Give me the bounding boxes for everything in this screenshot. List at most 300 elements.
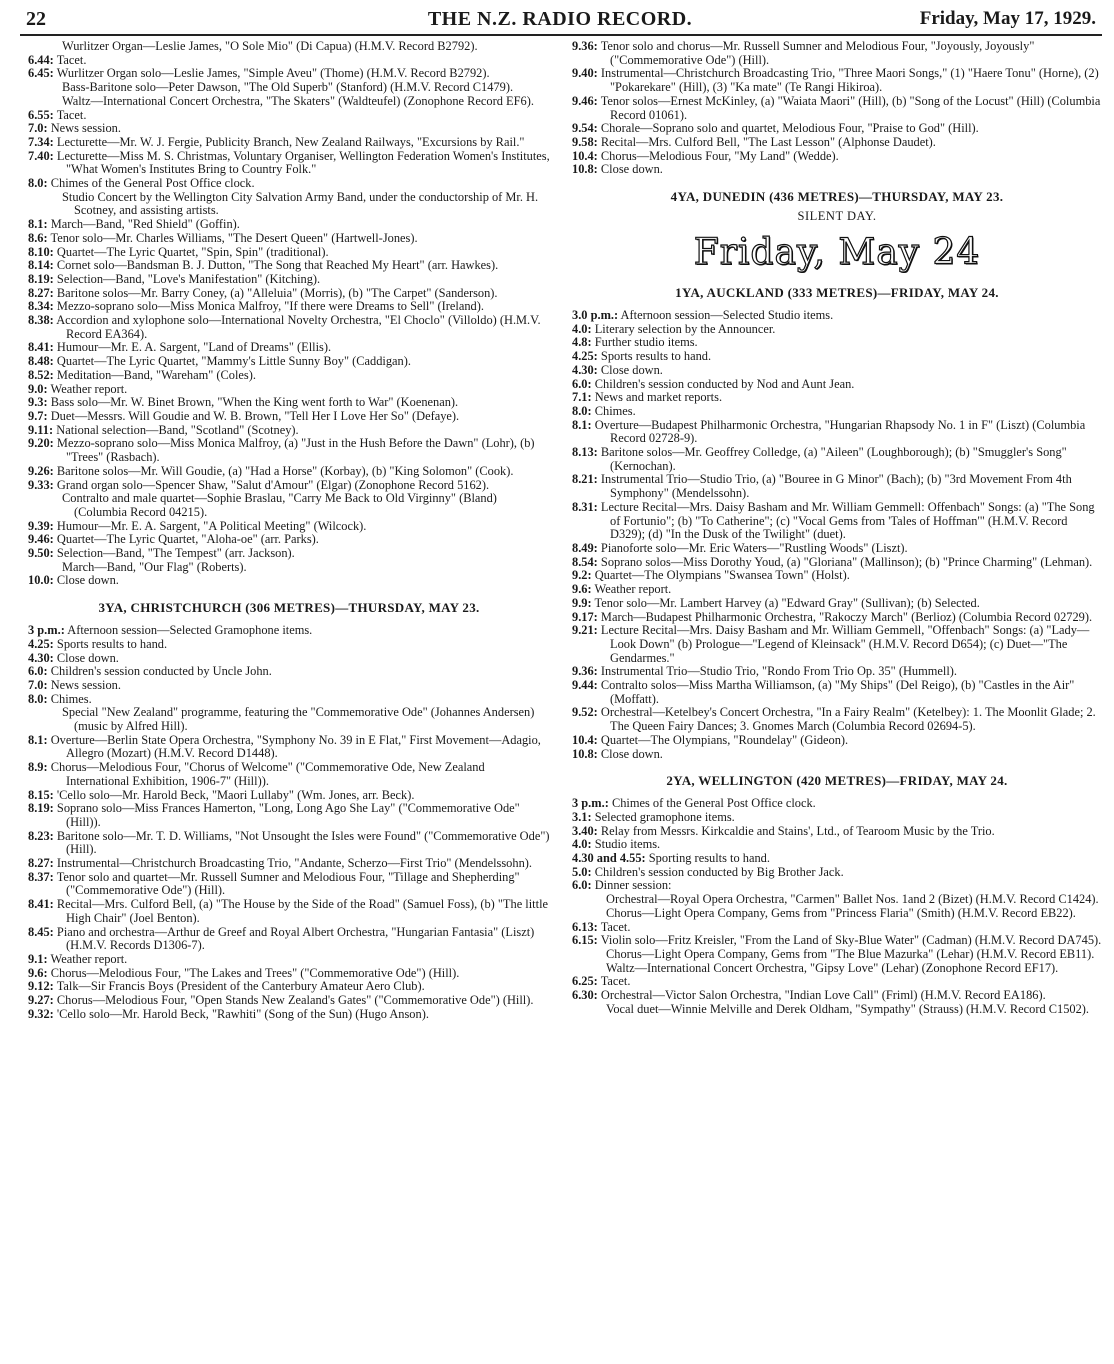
programme-entry: [572, 336, 1102, 350]
programme-entry: [28, 341, 550, 355]
programme-entry: [28, 665, 550, 679]
entry-time: 9.33:: [28, 477, 54, 492]
entry-time: 4.25:: [28, 636, 54, 651]
entry-text: Selection—Band, "Love's Manifestation" (Kitching).: [56, 271, 321, 286]
programme-entry: [572, 811, 1102, 825]
entry-time: 9.6:: [572, 582, 592, 597]
entry-time: 8.41:: [28, 897, 54, 912]
programme-entry: [28, 652, 550, 666]
entry-text: Children's session conducted by Big Brother Jack.: [594, 864, 844, 879]
entry-time: 8.13:: [572, 445, 598, 460]
left-column: [28, 40, 550, 1364]
entry-time: 9.32:: [28, 1006, 54, 1021]
programme-entry: [28, 561, 550, 575]
programme-entry: [572, 893, 1102, 907]
programme-entry: [572, 679, 1102, 706]
entry-text: Tacet.: [56, 107, 87, 122]
entry-text: Quartet—The Lyric Quartet, "Spin, Spin" (traditional).: [56, 244, 329, 259]
programme-entry: [572, 934, 1102, 948]
programme-entry: [28, 95, 550, 109]
programme-entry: [28, 1008, 550, 1022]
programme-entry: [572, 975, 1102, 989]
entry-text: Afternoon session—Selected Studio items.: [620, 308, 834, 323]
entry-text: Sporting results to hand.: [648, 851, 770, 866]
entry-time: 8.0:: [28, 176, 48, 191]
programme-entry: [572, 419, 1102, 446]
entry-time: 6.55:: [28, 107, 54, 122]
programme-entry: [572, 825, 1102, 839]
entry-time: 8.37:: [28, 869, 54, 884]
entry-text: Baritone solo—Mr. T. D. Williams, "Not Unsought the Isles were Found" ("Commemorative Ode") (Hill).: [56, 828, 550, 857]
entry-text: Wurlitzer Organ solo—Leslie James, "Simple Aveu" (Thome) (H.M.V. Record B2792).: [56, 66, 490, 81]
right-top-entry-list: [572, 40, 1102, 177]
entry-time: 9.27:: [28, 993, 54, 1008]
section-heading-4ya-thursday: 4YA, DUNEDIN (436 METRES)—THURSDAY, MAY 23.: [670, 189, 1004, 205]
entry-text: Instrumental Trio—Studio Trio, (a) "Bouree in G Minor" (Bach); (b) "3rd Movement From 4th Symphony" (Mendelssohn).: [600, 472, 1072, 501]
programme-entry: [572, 962, 1102, 976]
entry-text: Humour—Mr. E. A. Sargent, "Land of Dreams" (Ellis).: [56, 340, 332, 355]
entry-time: 8.14:: [28, 258, 54, 273]
entry-time: 3 p.m.:: [28, 623, 65, 638]
entry-time: 9.6:: [28, 965, 48, 980]
entry-time: 8.41:: [28, 340, 54, 355]
entry-time: 8.1:: [28, 732, 48, 747]
programme-entry: [572, 706, 1102, 733]
entry-text: Accordion and xylophone solo—International Novelty Orchestra, "El Choclo" (Villoldo) (H.M.V. Record EA364).: [56, 313, 541, 341]
programme-entry: [28, 273, 550, 287]
entry-text: Lecture Recital—Mrs. Daisy Basham and Mr. William Gemmell: Offenbach" Songs: (a) "The Song of Fortunio"; (b) "To Catherine"; (c) "Vocal Gems from 'Tales of Hoffman'" (H.M.V. Record D329); (d) "In the Dusk of the Twilight" (duet).: [600, 499, 1095, 542]
entry-time: 9.46:: [28, 532, 54, 547]
programme-entry: [28, 150, 550, 177]
programme-entry: [572, 323, 1102, 337]
programme-entry: [28, 547, 550, 561]
entry-time: 9.11:: [28, 422, 54, 437]
entry-list-3ya-thursday: [28, 624, 550, 1021]
programme-entry: [28, 574, 550, 588]
entry-time: 7.0:: [28, 121, 48, 136]
programme-entry: [28, 926, 550, 953]
entry-time: 10.0:: [28, 573, 54, 588]
section-heading-3ya-thursday: 3YA, CHRISTCHURCH (306 METRES)—THURSDAY, MAY 23.: [98, 600, 480, 616]
entry-time: 4.8:: [572, 335, 592, 350]
entry-time: 9.21:: [572, 623, 598, 638]
programme-entry: [572, 852, 1102, 866]
programme-entry: [28, 232, 550, 246]
programme-entry: [572, 838, 1102, 852]
entry-time: 3 p.m.:: [572, 796, 609, 811]
programme-entry: [28, 693, 550, 707]
programme-entry: [572, 309, 1102, 323]
entry-text: Bass-Baritone solo—Peter Dawson, "The Old Superb" (Stanford) (H.M.V. Record C1479).: [62, 80, 514, 95]
entry-text: Close down.: [600, 362, 663, 377]
entry-time: 9.12:: [28, 979, 54, 994]
entry-text: Lecturette—Mr. W. J. Fergie, Publicity Branch, New Zealand Railways, "Excursions by Rail.": [56, 134, 525, 149]
entry-text: Cornet solo—Bandsman B. J. Dutton, "The Song that Reached My Heart" (arr. Hawkes).: [56, 258, 499, 273]
entry-text: Chimes.: [594, 403, 636, 418]
programme-entry: [572, 611, 1102, 625]
entry-text: Quartet—The Olympians "Swansea Town" (Holst).: [594, 568, 850, 583]
programme-entry: [572, 556, 1102, 570]
entry-time: 8.0:: [572, 403, 592, 418]
entry-text: Chimes of the General Post Office clock.: [50, 176, 255, 191]
entry-text: Wurlitzer Organ—Leslie James, "O Sole Mio" (Di Capua) (H.M.V. Record B2792).: [62, 40, 478, 53]
programme-entry: [28, 259, 550, 273]
entry-text: Lecture Recital—Mrs. Daisy Basham and Mr. William Gemmell, "Offenbach" Songs: (a) "Lady—Look Down" (b) Prologue—"Legend of Kleinsack" (H.M.V. Record D654); (c) Duet—"The Gendarmes.": [600, 623, 1090, 665]
entry-text: Baritone solos—Mr. Geoffrey Colledge, (a) "Aileen" (Loughborough); (b) "Smuggler's Song" (Kernochan).: [600, 445, 1067, 473]
entry-time: 10.4:: [572, 148, 598, 163]
entry-time: 8.15:: [28, 787, 54, 802]
entry-text: Tenor solo and quartet—Mr. Russell Sumner and Melodious Four, "Tillage and Shepherding" ("Commemorative Ode") (Hill).: [56, 869, 520, 898]
programme-entry: [28, 122, 550, 136]
entry-time: 8.19:: [28, 271, 54, 286]
entry-time: 8.45:: [28, 924, 54, 939]
programme-entry: [28, 871, 550, 898]
entry-text: Children's session conducted by Nod and Aunt Jean.: [594, 376, 855, 391]
entry-time: 7.40:: [28, 148, 54, 163]
programme-entry: [572, 624, 1102, 665]
entry-text: Mezzo-soprano solo—Miss Monica Malfroy, "If there were Dreams to Sell" (Ireland).: [56, 299, 484, 314]
programme-entry: [572, 748, 1102, 762]
entry-time: 3.0 p.m.:: [572, 308, 619, 323]
entry-text: Grand organ solo—Spencer Shaw, "Salut d'Amour" (Elgar) (Zonophone Record 5162).: [56, 477, 490, 492]
entry-text: Overture—Budapest Philharmonic Orchestra, "Hungarian Rhapsody No. 1 in F" (Liszt) (Columbia Record 02728-9).: [594, 417, 1086, 446]
entry-text: Selected gramophone items.: [594, 809, 735, 824]
entry-time: 8.48:: [28, 354, 54, 369]
entry-text: Selection—Band, "The Tempest" (arr. Jackson).: [56, 546, 295, 561]
entry-time: 9.36:: [572, 40, 598, 53]
entry-text: Waltz—International Concert Orchestra, "Gipsy Love" (Lehar) (Zonophone Record EF17).: [606, 960, 1059, 975]
programme-entry: [572, 150, 1102, 164]
entry-time: 9.44:: [572, 678, 598, 693]
programme-entry: [28, 218, 550, 232]
programme-entry: [28, 898, 550, 925]
entry-time: 9.2:: [572, 568, 592, 583]
programme-entry: [28, 383, 550, 397]
programme-entry: [28, 191, 550, 218]
entry-text: Lecturette—Miss M. S. Christmas, Voluntary Organiser, Wellington Federation Women's Institutes, "What Women's Institutes Bring to Country Folk.": [56, 148, 550, 177]
entry-text: Weather report.: [50, 952, 128, 966]
entry-time: 7.0:: [28, 677, 48, 692]
programme-entry: [28, 830, 550, 857]
entry-text: Chorus—Melodious Four, "My Land" (Wedde).: [600, 148, 839, 163]
entry-time: 6.0:: [28, 664, 48, 679]
entry-time: 8.23:: [28, 828, 54, 843]
programme-entry: [28, 314, 550, 341]
entry-time: 4.30:: [572, 362, 598, 377]
entry-time: 6.30:: [572, 988, 598, 1003]
entry-time: 8.0:: [28, 691, 48, 706]
entry-text: Soprano solo—Miss Frances Hamerton, "Long, Long Ago She Lay" ("Commemorative Ode" (Hill)).: [56, 801, 520, 829]
entry-text: Studio items.: [594, 837, 661, 852]
entry-time: 10.8:: [572, 162, 598, 177]
publication-title: THE N.Z. RADIO RECORD.: [427, 8, 693, 30]
entry-time: 10.8:: [572, 746, 598, 761]
entry-text: Soprano solos—Miss Dorothy Youd, (a) "Gloriana" (Mallinson); (b) "Prince Charming" (Lehman).: [600, 554, 1093, 569]
entry-text: Tacet.: [600, 974, 631, 989]
entry-text: Quartet—The Lyric Quartet, "Mammy's Little Sunny Boy" (Caddigan).: [56, 354, 411, 369]
programme-entry: [572, 122, 1102, 136]
programme-entry: [28, 287, 550, 301]
programme-entry: [28, 638, 550, 652]
programme-entry: [572, 734, 1102, 748]
entry-time: 3.40:: [572, 823, 598, 838]
programme-entry: [28, 679, 550, 693]
entry-text: Chorus—Melodious Four, "Open Stands New Zealand's Gates" ("Commemorative Ode") (Hill).: [56, 993, 534, 1008]
entry-text: Chimes.: [50, 691, 92, 706]
programme-entry: [28, 424, 550, 438]
programme-entry: [28, 40, 550, 54]
entry-text: Chorus—Light Opera Company, Gems from "The Blue Mazurka" (Lehar) (H.M.V. Record EB11).: [606, 946, 1095, 961]
entry-text: Weather report.: [594, 582, 672, 597]
entry-time: 6.15:: [572, 933, 598, 948]
entry-text: Tacet.: [56, 52, 87, 67]
programme-entry: [28, 520, 550, 534]
programme-entry: [572, 473, 1102, 500]
entry-text: March—Band, "Our Flag" (Roberts).: [62, 559, 247, 574]
programme-entry: [572, 665, 1102, 679]
entry-time: 9.26:: [28, 463, 54, 478]
programme-entry: [28, 479, 550, 493]
entry-text: Tacet.: [600, 919, 631, 934]
section-heading-2ya-friday: 2YA, WELLINGTON (420 METRES)—FRIDAY, MAY 24.: [666, 773, 1008, 789]
entry-time: 8.1:: [572, 417, 592, 432]
programme-entry: [28, 706, 550, 733]
entry-time: 8.10:: [28, 244, 54, 259]
entry-text: Studio Concert by the Wellington City Salvation Army Band, under the conductorship of Mr. H. Scotney, and assisting artists.: [62, 189, 539, 218]
programme-entry: [28, 246, 550, 260]
programme-entry: [572, 948, 1102, 962]
entry-time: 8.21:: [572, 472, 598, 487]
entry-list-1ya-friday: [572, 309, 1102, 761]
entry-time: 6.25:: [572, 974, 598, 989]
entry-time: 6.45:: [28, 66, 54, 81]
entry-text: Instrumental—Christchurch Broadcasting Trio, "Andante, Scherzo—First Trio" (Mendelssohn).: [56, 856, 532, 871]
entry-time: 9.9:: [572, 595, 592, 610]
entry-text: Overture—Berlin State Opera Orchestra, "Symphony No. 39 in E Flat," First Movement—Adagio, Allegro (Mozart) (H.M.V. Record D1448).: [50, 732, 541, 761]
programme-entry: [28, 465, 550, 479]
programme-entry: [28, 857, 550, 871]
programme-entry: [28, 109, 550, 123]
entry-text: Chorus—Melodious Four, "The Lakes and Trees" ("Commemorative Ode") (Hill).: [50, 965, 460, 980]
programme-entry: [28, 355, 550, 369]
entry-time: 4.30 and 4.55:: [572, 851, 646, 866]
programme-entry: [572, 67, 1102, 94]
entry-text: Tenor solo and chorus—Mr. Russell Sumner and Melodious Four, "Joyously, Joyously" ("Commemorative Ode") (Hill).: [600, 40, 1035, 67]
entry-time: 7.1:: [572, 390, 592, 405]
right-column: [572, 40, 1102, 1364]
entry-time: 9.0:: [28, 381, 48, 396]
programme-entry: [572, 542, 1102, 556]
entry-time: 6.0:: [572, 878, 592, 893]
programme-entry: [28, 980, 550, 994]
programme-entry: [28, 492, 550, 519]
entry-text: Close down.: [600, 162, 663, 177]
entry-time: 8.49:: [572, 540, 598, 555]
programme-entry: [572, 797, 1102, 811]
entry-text: Mezzo-soprano solo—Miss Monica Malfroy, (a) "Just in the Hush Before the Dawn" (Lohr), (b) "Trees" (Rasbach).: [56, 436, 535, 465]
entry-text: Close down.: [600, 746, 663, 761]
entry-time: 8.38:: [28, 313, 54, 328]
entry-text: Dinner session:: [594, 878, 672, 893]
entry-time: 9.7:: [28, 408, 48, 423]
programme-entry: [572, 446, 1102, 473]
header-rule: [20, 34, 1102, 36]
programme-entry: [28, 136, 550, 150]
programme-entry: [28, 81, 550, 95]
entry-text: Relay from Messrs. Kirkcaldie and Stains', Ltd., of Tearoom Music by the Trio.: [600, 823, 995, 838]
entry-time: 9.36:: [572, 664, 598, 679]
entry-text: Orchestral—Victor Salon Orchestra, "Indian Love Call" (Friml) (H.M.V. Record EA186).: [600, 988, 1046, 1003]
entry-time: 9.40:: [572, 66, 598, 81]
entry-text: Baritone solos—Mr. Will Goudie, (a) "Had a Horse" (Korbay), (b) "King Solomon" (Cook).: [56, 463, 514, 478]
programme-entry: [28, 396, 550, 410]
entry-text: Instrumental—Christchurch Broadcasting Trio, "Three Maori Songs," (1) "Haere Tonu" (Horne), (2) "Pokarekare" (Hill), (3) "Ka mate" (Te Rangi Hikiroa).: [600, 66, 1099, 95]
programme-entry: [572, 907, 1102, 921]
entry-text: National selection—Band, "Scotland" (Scotney).: [56, 422, 299, 437]
entry-text: Tenor solos—Ernest McKinley, (a) "Waiata Maori" (Hill), (b) "Song of the Locust" (Hill) (Columbia Record 01061).: [600, 93, 1101, 122]
entry-text: Further studio items.: [594, 335, 698, 350]
entry-text: Piano and orchestra—Arthur de Greef and Royal Albert Orchestra, "Hungarian Fantasia" (Liszt) (H.M.V. Records D1306-7).: [56, 924, 535, 953]
entry-time: 9.50:: [28, 546, 54, 561]
entry-text: Recital—Mrs. Culford Bell, "The Last Lesson" (Alphonse Daudet).: [600, 134, 936, 149]
entry-time: 8.19:: [28, 801, 54, 816]
programme-entry: [28, 437, 550, 464]
programme-entry: [572, 866, 1102, 880]
entry-time: 8.52:: [28, 367, 54, 382]
entry-text: Duet—Messrs. Will Goudie and W. B. Brown, "Tell Her I Love Her So" (Defaye).: [50, 408, 460, 423]
programme-entry: [28, 624, 550, 638]
entry-text: Afternoon session—Selected Gramophone items.: [67, 623, 313, 638]
programme-entry: [28, 953, 550, 967]
programme-entry: [572, 364, 1102, 378]
entry-time: 6.13:: [572, 919, 598, 934]
entry-time: 5.0:: [572, 864, 592, 879]
programme-entry: [28, 734, 550, 761]
entry-text: Orchestral—Ketelbey's Concert Orchestra, "In a Fairy Realm" (Ketelbey): 1. The Moonlit Glade; 2. The Queen Fairy Dances; 3. Gnomes March (Columbia Record 02694-5).: [600, 705, 1096, 734]
programme-entry: [572, 40, 1102, 67]
entry-time: 8.34:: [28, 299, 54, 314]
entry-text: Vocal duet—Winnie Melville and Derek Oldham, "Sympathy" (Strauss) (H.M.V. Record C1502).: [606, 1001, 1090, 1016]
entry-time: 9.52:: [572, 705, 598, 720]
entry-text: 'Cello solo—Mr. Harold Beck, "Maori Lullaby" (Wm. Jones, arr. Beck).: [56, 787, 415, 802]
programme-entry: [572, 350, 1102, 364]
page-number: 22: [26, 8, 46, 30]
entry-text: Special "New Zealand" programme, featuring the "Commemorative Ode" (Johannes Andersen) (music by Alfred Hill).: [62, 705, 535, 734]
programme-entry: [28, 802, 550, 829]
entry-time: 6.0:: [572, 376, 592, 391]
entry-time: 10.4:: [572, 732, 598, 747]
programme-entry: [572, 136, 1102, 150]
issue-date: Friday, May 17, 1929.: [919, 8, 1096, 29]
programme-entry: [572, 378, 1102, 392]
entry-time: 4.0:: [572, 321, 592, 336]
entry-time: 8.9:: [28, 760, 48, 775]
entry-time: 9.3:: [28, 395, 48, 410]
programme-entry: [28, 54, 550, 68]
programme-entry: [28, 369, 550, 383]
day-heading: Friday, May 24: [693, 232, 981, 274]
entry-text: Literary selection by the Announcer.: [594, 321, 776, 336]
programme-entry: [572, 95, 1102, 122]
programme-entry: [572, 1003, 1102, 1017]
entry-text: Sports results to hand.: [600, 349, 712, 364]
programme-entry: [572, 989, 1102, 1003]
entry-time: 4.0:: [572, 837, 592, 852]
entry-text: News session.: [50, 121, 121, 136]
programme-entry: [572, 583, 1102, 597]
entry-list-2ya-friday: [572, 797, 1102, 1016]
programme-entry: [28, 533, 550, 547]
entry-text: Instrumental Trio—Studio Trio, "Rondo From Trio Op. 35" (Hummell).: [600, 664, 957, 679]
programme-entry: [28, 410, 550, 424]
entry-text: Quartet—The Olympians, "Roundelay" (Gideon).: [600, 732, 849, 747]
programme-entry: [572, 405, 1102, 419]
entry-time: 8.54:: [572, 554, 598, 569]
silent-day-note: SILENT DAY.: [797, 209, 877, 224]
entry-text: News session.: [50, 677, 121, 692]
entry-text: 'Cello solo—Mr. Harold Beck, "Rawhiti" (Song of the Sun) (Hugo Anson).: [56, 1006, 429, 1021]
entry-text: March—Band, "Red Shield" (Goffin).: [50, 217, 240, 232]
entry-time: 9.46:: [572, 93, 598, 108]
entry-time: 8.31:: [572, 499, 598, 514]
entry-time: 4.30:: [28, 650, 54, 665]
programme-entry: [28, 967, 550, 981]
programme-entry: [28, 177, 550, 191]
entry-text: Chorus—Melodious Four, "Chorus of Welcome" ("Commemorative Ode, New Zealand International Exhibition, 1906-7" (Hill)).: [50, 760, 485, 788]
programme-entry: [572, 501, 1102, 542]
entry-time: 9.58:: [572, 134, 598, 149]
entry-text: Bass solo—Mr. W. Binet Brown, "When the King went forth to War" (Koenenan).: [50, 395, 459, 410]
entry-text: Humour—Mr. E. A. Sargent, "A Political Meeting" (Wilcock).: [56, 518, 367, 533]
entry-time: 8.27:: [28, 285, 54, 300]
programme-entry: [28, 300, 550, 314]
entry-text: Tenor solo—Mr. Lambert Harvey (a) "Edward Gray" (Sullivan); (b) Selected.: [594, 595, 980, 610]
entry-time: 8.1:: [28, 217, 48, 232]
entry-text: Tenor solo—Mr. Charles Williams, "The Desert Queen" (Hartwell-Jones).: [50, 230, 418, 245]
entry-time: 9.20:: [28, 436, 54, 451]
entry-text: Close down.: [56, 650, 119, 665]
entry-time: 9.39:: [28, 518, 54, 533]
entry-time: 8.27:: [28, 856, 54, 871]
section-heading-1ya-friday: 1YA, AUCKLAND (333 METRES)—FRIDAY, MAY 24.: [675, 285, 999, 301]
entry-text: Quartet—The Lyric Quartet, "Aloha-oe" (arr. Parks).: [56, 532, 319, 547]
entry-text: Violin solo—Fritz Kreisler, "From the Land of Sky-Blue Water" (Cadman) (H.M.V. Record DA745).: [600, 933, 1102, 948]
entry-time: 6.44:: [28, 52, 54, 67]
entry-text: News and market reports.: [594, 390, 723, 405]
entry-text: Weather report.: [50, 381, 128, 396]
entry-time: 4.25:: [572, 349, 598, 364]
entry-text: Waltz—International Concert Orchestra, "The Skaters" (Waldteufel) (Zonophone Record EF6).: [62, 93, 534, 108]
entry-text: March—Budapest Philharmonic Orchestra, "Rakoczy March" (Berlioz) (Columbia Record 02729).: [600, 609, 1093, 624]
left-entry-list: [28, 40, 550, 588]
programme-entry: [28, 789, 550, 803]
programme-entry: [572, 597, 1102, 611]
entry-text: Recital—Mrs. Culford Bell, (a) "The House by the Side of the Road" (Samuel Foss), (b) "The little High Chair" (Joel Benton).: [56, 897, 549, 925]
entry-time: 9.17:: [572, 609, 598, 624]
entry-time: 8.6:: [28, 230, 48, 245]
entry-text: Close down.: [56, 573, 119, 588]
entry-time: 7.34:: [28, 134, 54, 149]
entry-text: Talk—Sir Francis Boys (President of the Canterbury Amateur Aero Club).: [56, 979, 425, 994]
entry-text: Contralto solos—Miss Martha Williamson, (a) "My Ships" (Del Reigo), (b) "Castles in the Air" (Moffatt).: [600, 678, 1075, 706]
entry-text: Pianoforte solo—Mr. Eric Waters—"Rustling Woods" (Liszt).: [600, 540, 908, 555]
entry-text: Baritone solos—Mr. Barry Coney, (a) "Alleluia" (Morris), (b) "The Carpet" (Sanderson).: [56, 285, 498, 300]
programme-entry: [28, 994, 550, 1008]
entry-text: Children's session conducted by Uncle John.: [50, 664, 272, 679]
entry-text: Contralto and male quartet—Sophie Braslau, "Carry Me Back to Old Virginny" (Bland) (Columbia Record 04215).: [62, 491, 497, 519]
programme-entry: [28, 67, 550, 81]
entry-text: Orchestral—Royal Opera Orchestra, "Carmen" Ballet Nos. 1and 2 (Bizet) (H.M.V. Record C1424).: [606, 892, 1099, 907]
